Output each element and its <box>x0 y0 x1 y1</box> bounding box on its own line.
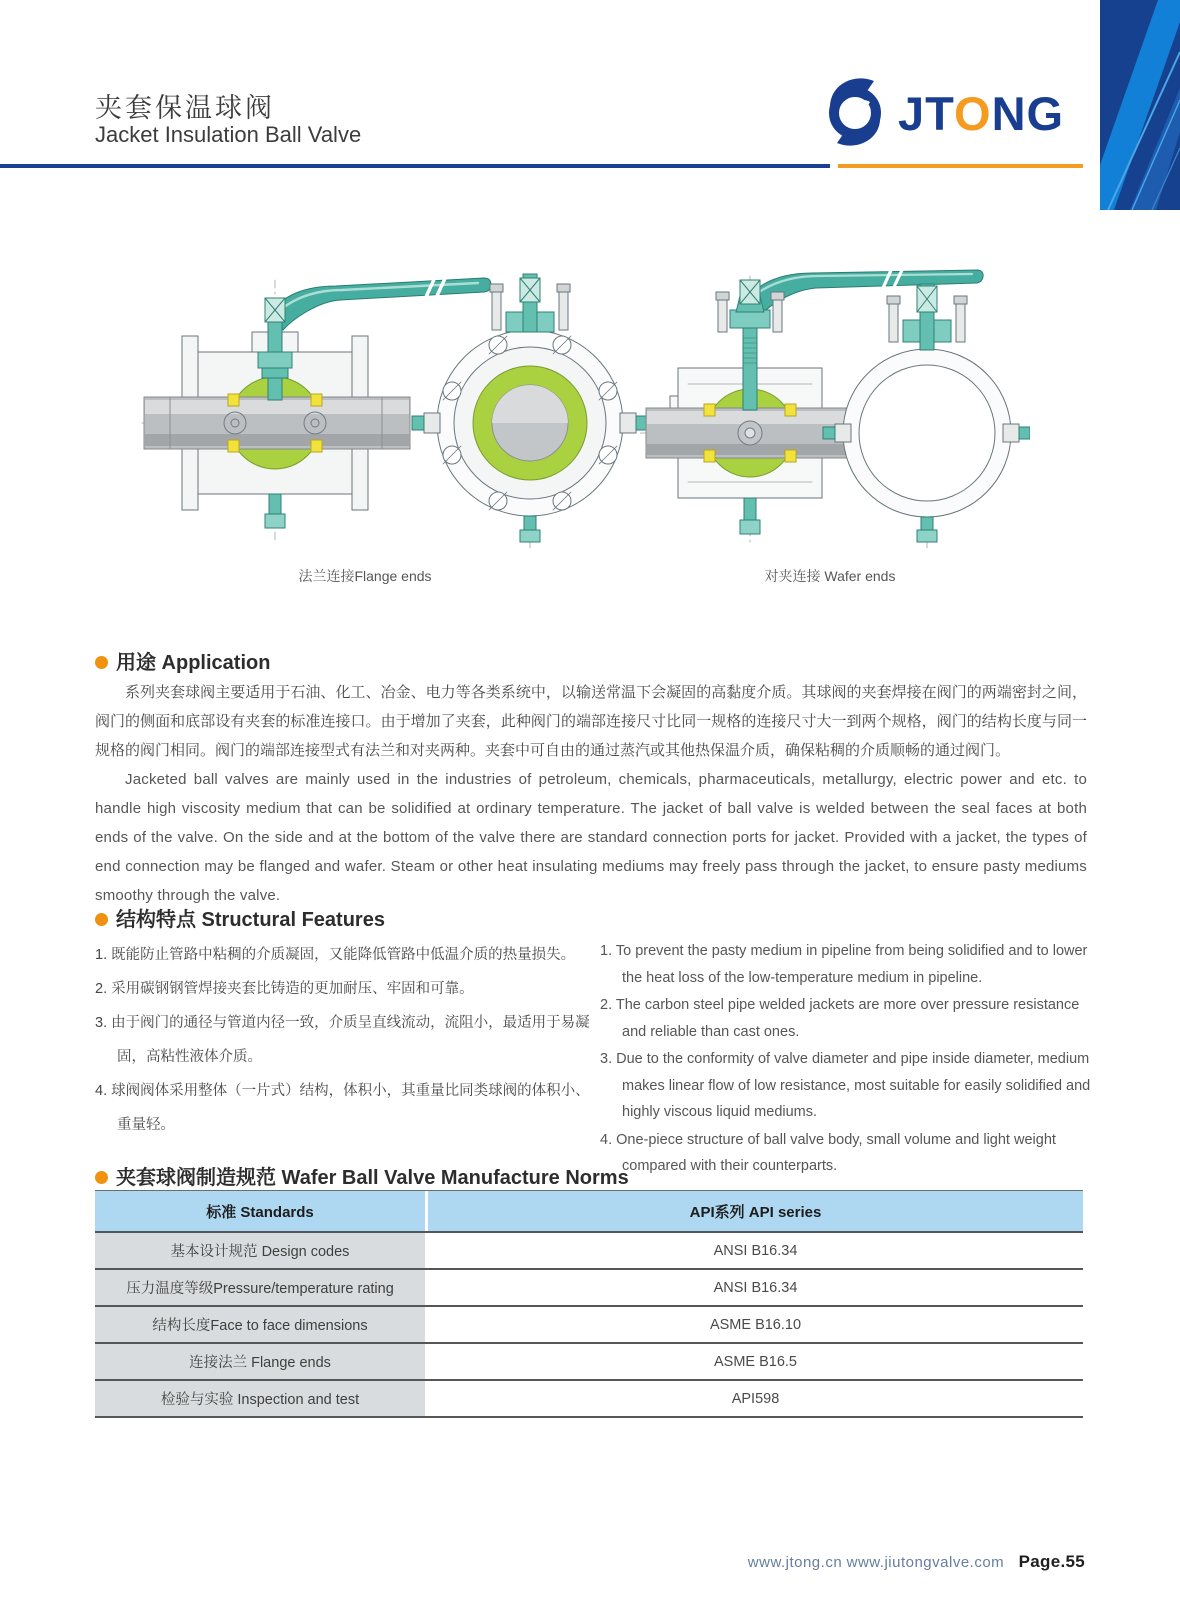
wafer-valve-drawing <box>640 268 1030 553</box>
norms-col-standards: 标准 Standards <box>95 1191 425 1231</box>
brand-logo <box>818 70 1088 158</box>
corner-swoosh-graphic <box>1100 0 1180 210</box>
wafer-drawing-caption: 对夹连接 Wafer ends <box>764 568 896 584</box>
norms-row-value: ANSI B16.34 <box>425 1270 1083 1305</box>
norms-heading-text: 夹套球阀制造规范 Wafer Ball Valve Manufacture Norms <box>116 1167 629 1189</box>
brand-jt: JT <box>898 87 954 140</box>
norms-heading <box>95 1161 629 1190</box>
brand-wordmark <box>898 86 1064 141</box>
flange-valve-drawing <box>140 268 660 553</box>
table-row <box>95 1344 1083 1381</box>
feature-item-zh: 2. 采用碳钢钢管焊接夹套比铸造的更加耐压、牢固和可靠。 <box>95 981 474 997</box>
feature-item-en: 3. Due to the conformity of valve diameter and pipe inside diameter, medium makes linear flow of low resistance, most suitable for easily solidified and highly viscous liquid mediums. <box>600 1051 1091 1120</box>
header-rule-blue <box>0 164 830 168</box>
norms-row-label: 基本设计规范 Design codes <box>95 1233 425 1268</box>
flange-drawing-caption: 法兰连接Flange ends <box>298 568 432 584</box>
feature-item-zh: 3. 由于阀门的通径与管道内径一致，介质呈直线流动，流阻小，最适用于易凝固，高粘性液体介质。 <box>95 1015 590 1065</box>
brand-o: O <box>954 87 992 140</box>
orange-bullet-icon <box>95 1171 108 1184</box>
norms-row-value: ANSI B16.34 <box>425 1233 1083 1268</box>
feature-item-en: 1. To prevent the pasty medium in pipeline from being solidified and to lower the heat loss of the low-temperature medium in pipeline. <box>600 943 1088 986</box>
feature-item-en: 4. One-piece structure of ball valve body, small volume and light weight compared with their counterparts. <box>600 1131 1056 1174</box>
page-title-en: Jacket Insulation Ball Valve <box>95 122 362 147</box>
table-row <box>95 1381 1083 1418</box>
orange-bullet-icon <box>95 656 108 669</box>
application-paragraph-en: Jacketed ball valves are mainly used in the industries of petroleum, chemicals, pharmaceuticals, metallurgy, electric power and etc. to handle high viscosity medium that can be solidified at ordinary temperature. The jacket of ball valve is welded between the seal faces at both ends of the valve. On the side and at the bottom of the valve there are standard connection ports for jacket. Provided with a jacket, the types of end connection may be flanged and wafer. Steam or other heat insulating mediums may freely pass through the jacket, to ensure pasty mediums smoothy through the valve. <box>95 771 1087 904</box>
feature-item-zh: 4. 球阀阀体采用整体（一片式）结构，体积小，其重量比同类球阀的体积小、重量轻。 <box>95 1083 590 1133</box>
brand-ng: NG <box>991 87 1065 140</box>
page-footer <box>0 1552 1085 1572</box>
footer-url-jiutongvalve: www.jiutongvalve.com <box>846 1554 1005 1571</box>
application-paragraph-zh: 系列夹套球阀主要适用于石油、化工、冶金、电力等各类系统中，以输送常温下会凝固的高黏度介质。其球阀的夹套焊接在阀门的两端密封之间，阀门的侧面和底部设有夹套的标准连接口。由于增加了夹套，此种阀门的端部连接尺寸比同一规格的连接尺寸大一到两个规格，阀门的结构长度与同一规格的阀门相同。阀门的端部连接型式有法兰和对夹两种。夹套中可自由的通过蒸汽或其他热保温介质，确保粘稠的介质顺畅的通过阀门。 <box>95 684 1087 759</box>
page-title-zh: 夹套保温球阀 <box>95 93 275 123</box>
features-list-en <box>600 938 1092 1181</box>
table-row <box>95 1233 1083 1270</box>
feature-item-en: 2. The carbon steel pipe welded jackets are more over pressure resistance and reliable than cast ones. <box>600 997 1080 1040</box>
norms-row-value: API598 <box>425 1381 1083 1416</box>
norms-row-value: ASME B16.10 <box>425 1307 1083 1342</box>
table-row <box>95 1270 1083 1307</box>
norms-row-label: 检验与实验 Inspection and test <box>95 1381 425 1416</box>
norms-row-value: ASME B16.5 <box>425 1344 1083 1379</box>
norms-row-label: 结构长度Face to face dimensions <box>95 1307 425 1342</box>
norms-row-label: 压力温度等级Pressure/temperature rating <box>95 1270 425 1305</box>
feature-item-zh: 1. 既能防止管路中粘稠的介质凝固，又能降低管路中低温介质的热量损失。 <box>95 947 576 963</box>
footer-url-jtong: www.jtong.cn <box>747 1554 843 1571</box>
features-list-zh <box>95 938 600 1142</box>
norms-header-row <box>95 1191 1083 1233</box>
norms-row-label: 连接法兰 Flange ends <box>95 1344 425 1379</box>
application-heading <box>95 646 270 675</box>
jtong-swirl-icon <box>818 72 892 152</box>
norms-table <box>95 1190 1083 1418</box>
application-heading-text: 用途 Application <box>116 652 271 674</box>
norms-col-api-series: API系列 API series <box>425 1191 1083 1231</box>
features-heading-text: 结构特点 Structural Features <box>116 909 385 931</box>
orange-bullet-icon <box>95 913 108 926</box>
table-row <box>95 1307 1083 1344</box>
header-rule-orange <box>838 164 1083 168</box>
page-number: Page.55 <box>1018 1552 1085 1571</box>
features-heading <box>95 903 385 932</box>
